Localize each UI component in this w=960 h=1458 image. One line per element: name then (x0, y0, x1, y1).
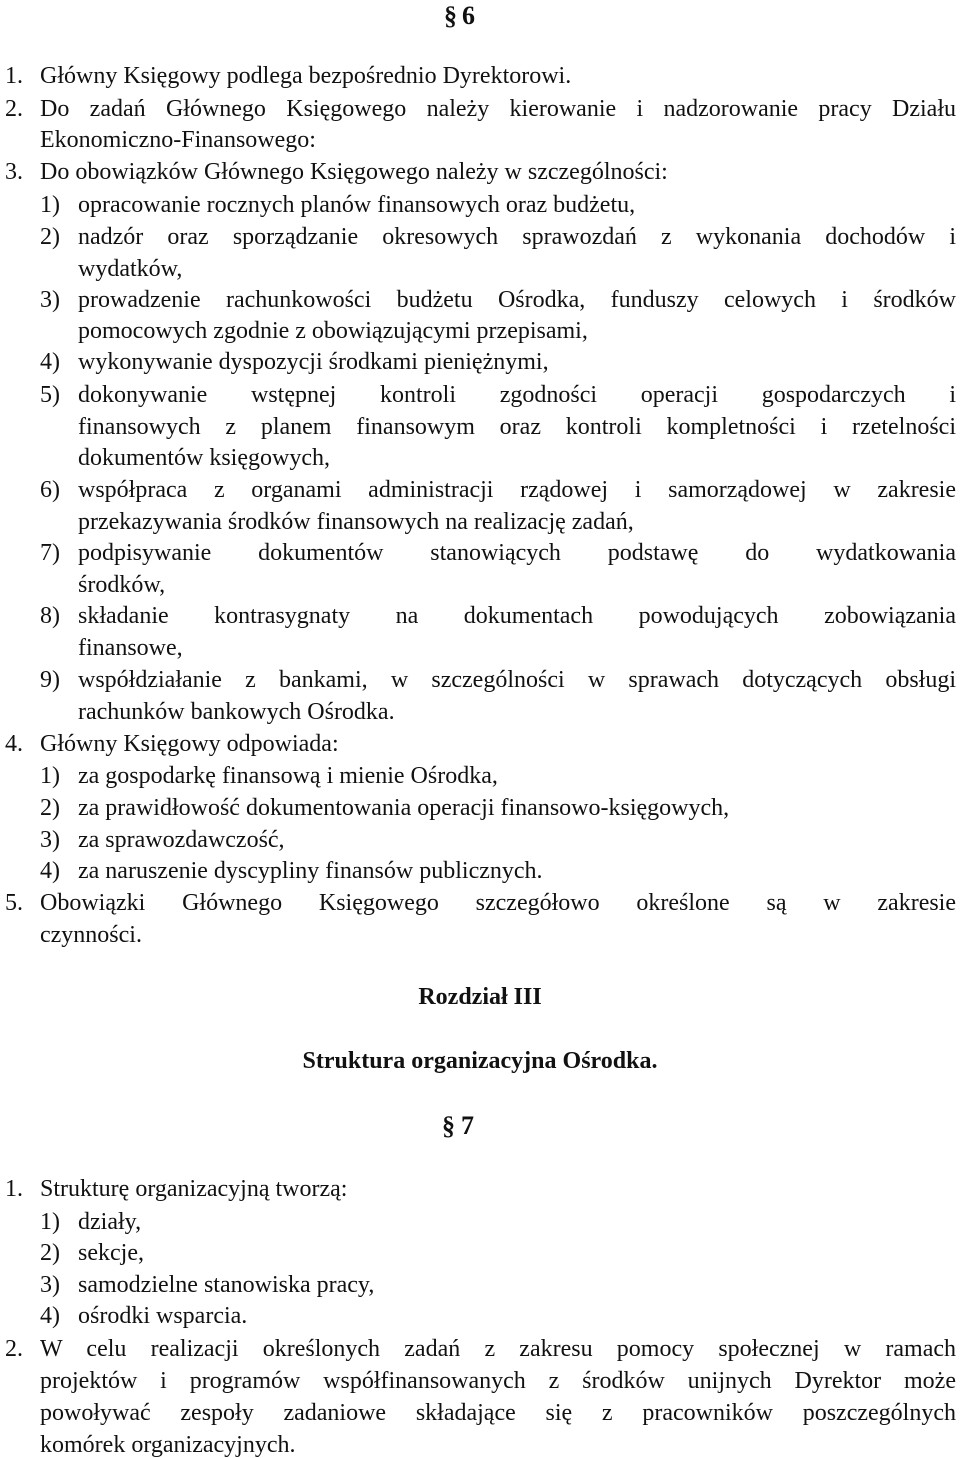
list-item: opracowanie rocznych planów finansowych oraz budżetu, (78, 192, 636, 218)
list-item: środków, (78, 572, 166, 598)
list-item: przekazywania środków finansowych na realizację zadań, (78, 509, 634, 535)
list-item: finansowych z planem finansowym oraz kontroli kompletności i rzetelności (78, 414, 956, 440)
item-text: Do zadań Głównego Księgowego należy kierowanie i nadzorowanie pracy Działu (40, 96, 956, 122)
list-item: prowadzenie rachunkowości budżetu Ośrodka, funduszy celowych i środków (78, 287, 956, 313)
item-text: Do obowiązków Głównego Księgowego należy w szczególności: (40, 159, 668, 185)
list-number: 5) (40, 382, 60, 408)
list-item: wykonywanie dyspozycji środkami pieniężnymi, (78, 349, 549, 375)
list-number: 2) (40, 1240, 60, 1266)
item-text: powoływać zespoły zadaniowe składające się z pracowników poszczególnych (40, 1400, 956, 1426)
list-number: 8) (40, 603, 60, 629)
list-item: samodzielne stanowiska pracy, (78, 1272, 375, 1298)
list-item: ośrodki wsparcia. (78, 1303, 248, 1329)
list-number: 4) (40, 1303, 60, 1329)
list-number: 9) (40, 667, 60, 693)
item-text: W celu realizacji określonych zadań z zakresu pomocy społecznej w ramach (40, 1336, 956, 1362)
list-number: 4) (40, 858, 60, 884)
list-item: działy, (78, 1209, 142, 1235)
list-item: sekcje, (78, 1240, 144, 1266)
list-number: 3) (40, 1272, 60, 1298)
paragraph-sign: § (444, 1, 457, 30)
item-number: 1. (5, 63, 23, 89)
section-number: 7 (461, 1111, 474, 1140)
item-text: komórek organizacyjnych. (40, 1432, 296, 1458)
list-item: finansowe, (78, 635, 183, 661)
item-number: 1. (5, 1176, 23, 1202)
list-number: 2) (40, 795, 60, 821)
item-number: 2. (5, 96, 23, 122)
list-item: za naruszenie dyscypliny finansów publicznych. (78, 858, 543, 884)
list-number: 3) (40, 827, 60, 853)
list-item: składanie kontrasygnaty na dokumentach powodujących zobowiązania (78, 603, 956, 629)
item-number: 4. (5, 731, 23, 757)
list-number: 2) (40, 224, 60, 250)
list-item: za gospodarkę finansową i mienie Ośrodka, (78, 763, 498, 789)
list-number: 1) (40, 192, 60, 218)
list-item: wydatków, (78, 256, 183, 282)
item-text: Obowiązki Głównego Księgowego szczegółowo określone są w zakresie (40, 890, 956, 916)
list-item: za prawidłowość dokumentowania operacji finansowo-księgowych, (78, 795, 730, 821)
list-item: za sprawozdawczość, (78, 827, 285, 853)
list-number: 4) (40, 349, 60, 375)
item-text: Ekonomiczno-Finansowego: (40, 127, 316, 153)
list-item: współdziałanie z bankami, w szczególności w sprawach dotyczących obsługi (78, 667, 956, 693)
list-item: dokumentów księgowych, (78, 445, 330, 471)
item-number: 5. (5, 890, 23, 916)
list-item: nadzór oraz sporządzanie okresowych sprawozdań z wykonania dochodów i (78, 224, 956, 250)
item-number: 2. (5, 1336, 23, 1362)
item-text: Strukturę organizacyjną tworzą: (40, 1176, 348, 1202)
item-text: Główny Księgowy podlega bezpośrednio Dyrektorowi. (40, 63, 572, 89)
list-number: 7) (40, 540, 60, 566)
list-item: współpraca z organami administracji rządowej i samorządowej w zakresie (78, 477, 956, 503)
item-text: projektów i programów współfinansowanych z środków unijnych Dyrektor może (40, 1368, 956, 1394)
item-text: czynności. (40, 922, 142, 948)
list-number: 3) (40, 287, 60, 313)
list-item: rachunków bankowych Ośrodka. (78, 699, 395, 725)
list-item: pomocowych zgodnie z obowiązującymi przepisami, (78, 318, 588, 344)
list-number: 1) (40, 1209, 60, 1235)
section-number: 6 (462, 1, 475, 30)
list-item: dokonywanie wstępnej kontroli zgodności operacji gospodarczych i (78, 382, 956, 408)
chapter-title: Rozdział III (418, 984, 542, 1010)
list-number: 1) (40, 763, 60, 789)
list-number: 6) (40, 477, 60, 503)
chapter-subtitle: Struktura organizacyjna Ośrodka. (302, 1048, 658, 1074)
paragraph-sign: § (442, 1111, 455, 1140)
item-text: Główny Księgowy odpowiada: (40, 731, 339, 757)
item-number: 3. (5, 159, 23, 185)
list-item: podpisywanie dokumentów stanowiących podstawę do wydatkowania (78, 540, 956, 566)
